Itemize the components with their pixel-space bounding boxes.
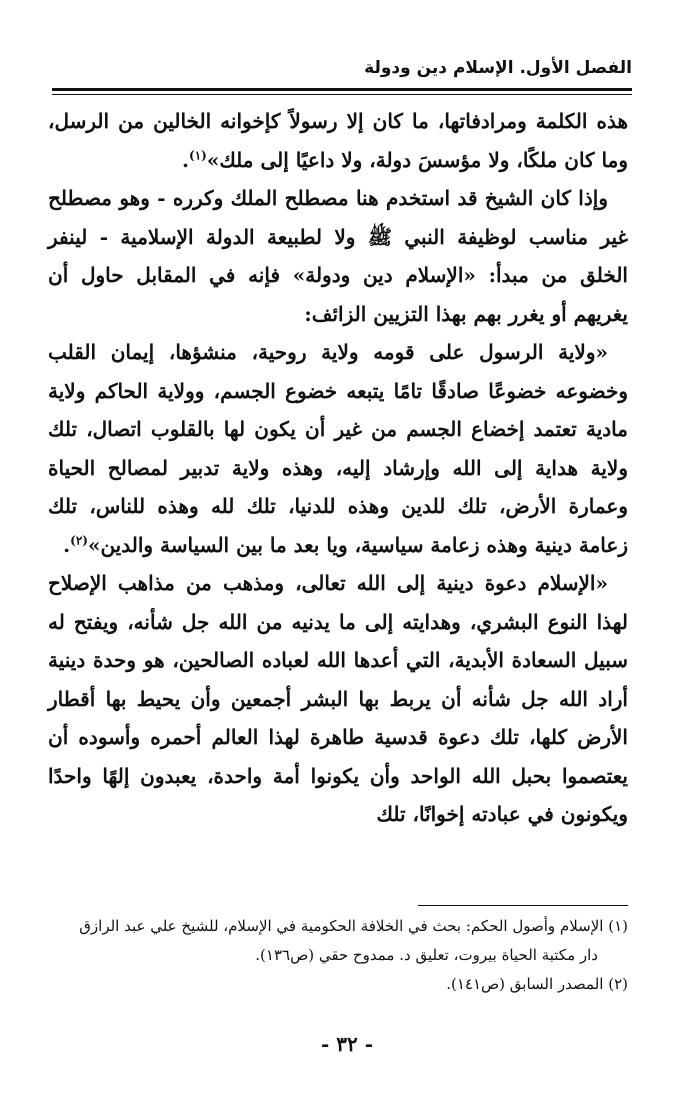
page-number: - ٣٢ - bbox=[320, 1032, 373, 1056]
footnote-1-line-1: (١) الإسلام وأصول الحكم: بحث في الخلافة الحكومية في الإسلام، للشيخ علي عبد الرازق bbox=[79, 917, 628, 935]
header-rule-thick bbox=[52, 88, 632, 91]
paragraph-2: وإذا كان الشيخ قد استخدم هنا مصطلح الملك وكرره - وهو مصطلح غير مناسب لوظيفة النبي ﷺ ولا لطبيعة الدولة الإسلامية - لينفر الخلق من مبدأ: «الإسلام دين ودولة» فإنه في المقابل حاول أن يغريهم أو يغرر بهم بهذا التزيين الزائف: bbox=[48, 186, 628, 326]
header-rule-thin bbox=[52, 94, 632, 95]
footnote-1-line-2: دار مكتبة الحياة بيروت، تعليق د. ممدوح حقي (ص١٣٦). bbox=[255, 946, 598, 964]
paragraph-4: «الإسلام دعوة دينية إلى الله تعالى، ومذهب من مذاهب الإصلاح لهذا النوع البشري، وهدايته إلى ما يدنيه من الله جل شأنه، ويفتح له سبيل السعادة الأبدية، التي أعدها الله لعباده الصالحين، هو وحدة دينية أراد الله جل شأنه أن يربط بها البشر أجمعين وأن يحيط بها أقطار الأرض كلها، تلك دعوة قدسية طاهرة لهذا العالم أحمره وأسوده أن يعتصموا بحبل الله الواحد وأن يكونوا أمة واحدة، يعبدون إلهًا واحدًا ويكونون في عبادته إخوانًا، تلك bbox=[48, 571, 628, 826]
footnote-2: (٢) المصدر السابق (ص١٤١). bbox=[446, 975, 628, 993]
paragraph-3-end: . bbox=[63, 532, 71, 557]
paragraph-1-text: هذه الكلمة ومرادفاتها، ما كان إلا رسولاً كإخوانه الخالين من الرسل، وما كان ملكًا، ولا مؤسسَ دولة، ولا داعيًا إلى ملك» bbox=[48, 109, 628, 172]
paragraph-3 bbox=[48, 333, 628, 564]
paragraph-3-text: «ولاية الرسول على قومه ولاية روحية، منشؤها، إيمان القلب وخضوعه خضوعًا صادقًا تامًا يتبعه خضوع الجسم، وولاية الحاكم ولاية مادية تعتمد إخضاع الجسم من غير أن يكون لها بالقلوب اتصال، تلك ولاية هداية إلى الله وإرشاد إليه، وهذه ولاية تدبير لمصالح الحياة وعمارة الأرض، تلك للدين وهذه للدنيا، تلك لله وهذه للناس، تلك زعامة دينية وهذه زعامة سياسية، ويا بعد ما بين السياسة والدين» bbox=[48, 340, 628, 557]
footnote-ref-1: (١) bbox=[189, 147, 207, 162]
footnote-ref-2: (٢) bbox=[70, 532, 88, 547]
paragraph-1 bbox=[48, 102, 628, 179]
running-header: الفصل الأول. الإسلام دين ودولة bbox=[364, 58, 632, 78]
footnotes bbox=[44, 912, 628, 999]
footnote-separator bbox=[418, 905, 628, 906]
paragraph-1-end: . bbox=[182, 147, 189, 172]
main-text bbox=[48, 102, 628, 834]
